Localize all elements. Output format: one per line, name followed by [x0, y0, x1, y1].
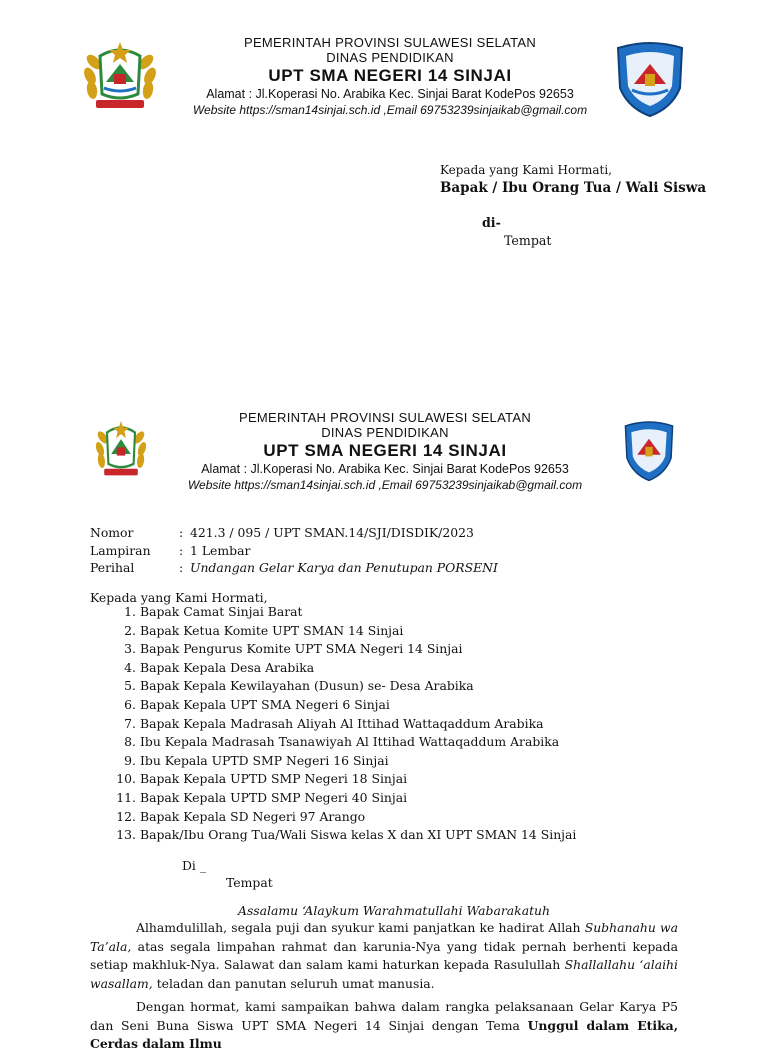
recipient-number: 6.	[124, 696, 136, 712]
recipient-text: Bapak Kepala Madrasah Aliyah Al Ittihad Wattaqaddum Arabika	[140, 715, 544, 731]
paragraph-1	[90, 919, 678, 993]
lampiran-label: Lampiran	[90, 543, 151, 558]
school-badge-icon	[612, 38, 688, 122]
recipient-item	[112, 752, 576, 771]
recipient-text: Bapak Kepala SD Negeri 97 Arango	[140, 808, 366, 824]
nomor-label: Nomor	[90, 525, 134, 540]
perihal-row	[90, 560, 650, 578]
cover-recipient: Bapak / Ibu Orang Tua / Wali Siswa	[440, 180, 707, 196]
tempat-line: Tempat	[226, 875, 273, 890]
school-contact: Website https://sman14sinjai.sch.id ,Email 69753239sinjaikab@gmail.com	[187, 478, 583, 492]
recipient-text: Ibu Kepala Madrasah Tsanawiyah Al Ittihad Wattaqaddum Arabika	[140, 734, 560, 750]
recipient-item	[112, 770, 576, 789]
recipient-number: 2.	[124, 622, 136, 638]
lampiran-row	[90, 543, 650, 561]
recipient-number: 10.	[116, 771, 136, 787]
recipient-item	[112, 733, 576, 752]
islamic-greeting: Assalamu ‘Alaykum Warahmatullahi Wabarakatuh	[238, 903, 551, 918]
school-name: UPT SMA NEGERI 14 SINJAI	[263, 441, 507, 460]
perihal-colon: :	[179, 560, 184, 575]
recipient-number: 11.	[116, 789, 136, 805]
recipient-item	[112, 808, 576, 827]
recipient-number: 1.	[124, 604, 136, 619]
recipient-number: 7.	[124, 715, 136, 731]
sulsel-emblem-icon	[80, 36, 160, 120]
recipient-text: Bapak Camat Sinjai Barat	[140, 604, 303, 619]
letterhead-text	[160, 35, 620, 118]
school-contact: Website https://sman14sinjai.sch.id ,Email 69753239sinjaikab@gmail.com	[192, 103, 588, 117]
department-name: DINAS PENDIDIKAN	[321, 425, 449, 440]
recipient-item	[112, 659, 576, 678]
p2-text-a: Dengan hormat, kami sampaikan bahwa dalam rangka pelaksanaan Gelar Karya P5 dan Seni Buna Siswa UPT SMA Negeri 14 Sinjai dengan Tema	[90, 999, 678, 1033]
recipient-item	[112, 622, 576, 641]
recipient-item	[112, 603, 576, 622]
perihal-label: Perihal	[90, 560, 135, 575]
recipient-text: Ibu Kepala UPTD SMP Negeri 16 Sinjai	[140, 752, 389, 768]
salutation: Kepada yang Kami Hormati,	[90, 590, 268, 605]
sulsel-emblem-icon	[93, 416, 149, 486]
government-name: PEMERINTAH PROVINSI SULAWESI SELATAN	[238, 410, 532, 425]
nomor-colon: :	[179, 525, 184, 540]
letterhead-text	[165, 410, 605, 493]
p1-text-a: Alhamdulillah, segala puji dan syukur kami panjatkan ke hadirat Allah	[136, 920, 585, 935]
recipient-text: Bapak Kepala UPT SMA Negeri 6 Sinjai	[140, 696, 390, 712]
nomor-value: 421.3 / 095 / UPT SMAN.14/SJI/DISDIK/2023	[190, 525, 474, 540]
recipient-item	[112, 715, 576, 734]
lampiran-value: 1 Lembar	[190, 543, 251, 558]
recipient-item	[112, 826, 576, 845]
recipient-item	[112, 640, 576, 659]
recipient-item	[112, 696, 576, 715]
recipient-text: Bapak Pengurus Komite UPT SMA Negeri 14 Sinjai	[140, 641, 463, 657]
cover-to-line: Kepada yang Kami Hormati,	[440, 163, 612, 177]
recipient-item	[112, 789, 576, 808]
school-address: Alamat : Jl.Koperasi No. Arabika Kec. Sinjai Barat KodePos 92653	[206, 87, 574, 101]
perihal-value: Undangan Gelar Karya dan Penutupan PORSENI	[190, 560, 498, 575]
government-name: PEMERINTAH PROVINSI SULAWESI SELATAN	[243, 35, 537, 50]
recipient-number: 12.	[116, 808, 136, 824]
recipient-number: 8.	[124, 734, 136, 750]
recipient-number: 3.	[124, 641, 136, 657]
recipient-text: Bapak/Ibu Orang Tua/Wali Siswa kelas X dan XI UPT SMAN 14 Sinjai	[140, 827, 577, 843]
recipient-text: Bapak Kepala UPTD SMP Negeri 40 Sinjai	[140, 789, 408, 805]
p1-text-e: teladan dan panutan seluruh umat manusia.	[152, 975, 435, 991]
nomor-row	[90, 525, 650, 543]
p1-text-c: atas segala limpahan rahmat dan karunia-Nya yang tidak pernah berhenti kepada setiap makhluk-Nya. Salawat dan salam kami haturkan kepada Rasulullah	[90, 938, 678, 973]
p2-text-b: Unggul dalam Etika, Cerdas dalam Ilmu	[90, 1017, 679, 1052]
school-address: Alamat : Jl.Koperasi No. Arabika Kec. Sinjai Barat KodePos 92653	[201, 462, 569, 476]
recipient-item	[112, 677, 576, 696]
school-badge-icon	[621, 418, 677, 486]
cover-di: di-	[482, 215, 501, 230]
recipient-number: 4.	[124, 659, 136, 675]
recipient-number: 9.	[124, 752, 136, 768]
paragraph-2	[90, 998, 678, 1054]
recipient-text: Bapak Kepala Desa Arabika	[140, 659, 315, 675]
recipient-number: 13.	[116, 827, 136, 843]
recipient-list	[112, 603, 576, 845]
recipient-text: Bapak Ketua Komite UPT SMAN 14 Sinjai	[140, 622, 404, 638]
recipient-number: 5.	[124, 678, 136, 694]
p1-text-d: Shallallahu ‘alaihi wasallam,	[90, 957, 678, 991]
department-name: DINAS PENDIDIKAN	[326, 50, 454, 65]
cover-tempat: Tempat	[504, 233, 552, 248]
recipient-text: Bapak Kepala UPTD SMP Negeri 18 Sinjai	[140, 771, 408, 787]
p1-text-b: Subhanahu wa Ta’ala,	[90, 920, 678, 954]
lampiran-colon: :	[179, 543, 184, 558]
recipient-text: Bapak Kepala Kewilayahan (Dusun) se- Desa Arabika	[140, 678, 474, 694]
school-name: UPT SMA NEGERI 14 SINJAI	[268, 66, 512, 85]
di-line: Di _	[182, 858, 207, 873]
